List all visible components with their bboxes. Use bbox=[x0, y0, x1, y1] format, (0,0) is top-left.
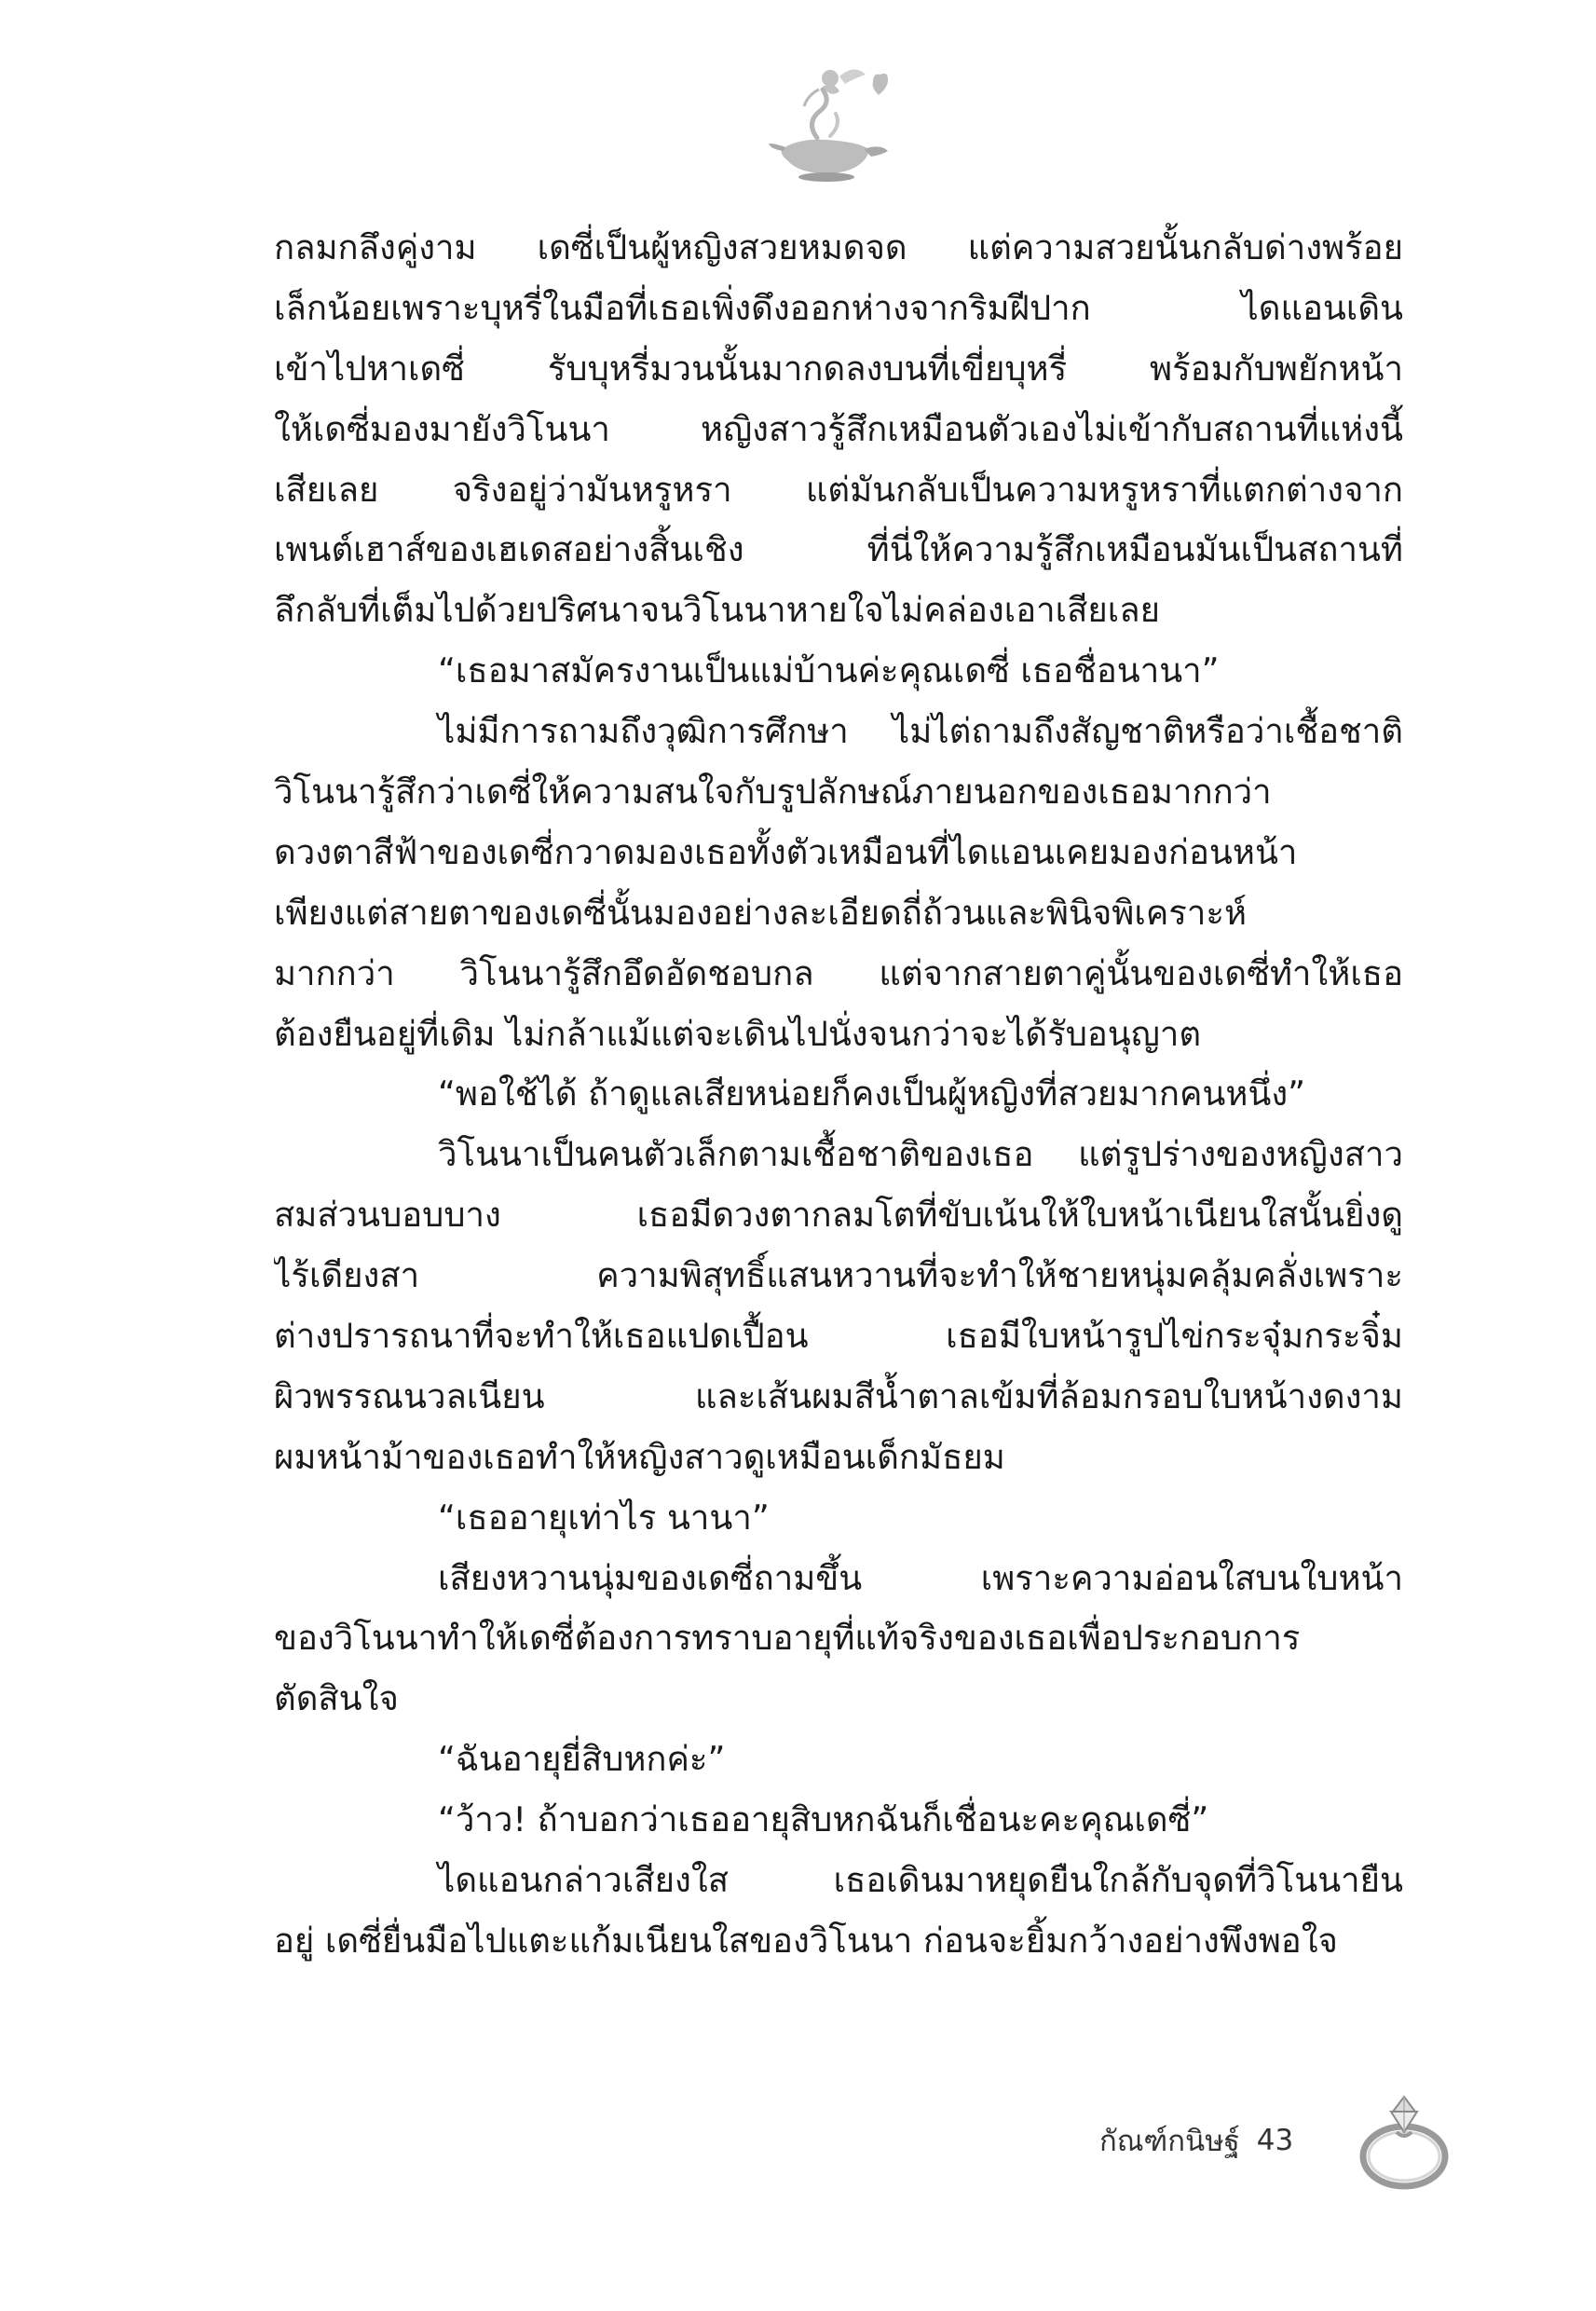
page-footer bbox=[1099, 2108, 1293, 2173]
paragraph bbox=[274, 218, 1403, 641]
text-line: ตัดสินใจ bbox=[274, 1678, 399, 1719]
text-line: เสียเลย จริงอยู่ว่ามันหรูหรา แต่มันกลับเป็นความหรูหราที่แตกต่างจาก bbox=[274, 469, 1403, 510]
paragraph bbox=[274, 1488, 1403, 1549]
text-line: ดวงตาสีฟ้าของเดซี่กวาดมองเธอทั้งตัวเหมือนที่ไดแอนเคยมองก่อนหน้า bbox=[274, 831, 1298, 872]
text-line: ผมหน้าม้าของเธอทำให้หญิงสาวดูเหมือนเด็กมัธยม bbox=[274, 1436, 1005, 1477]
text-line: เล็กน้อยเพราะบุหรี่ในมือที่เธอเพิ่งดึงออกห่างจากริมฝีปาก ไดแอนเดิน bbox=[274, 287, 1403, 328]
paragraph bbox=[274, 702, 1403, 1064]
page-number: 43 bbox=[1256, 2124, 1294, 2157]
text-line: กลมกลึงคู่งาม เดซี่เป็นผู้หญิงสวยหมดจด แต่ความสวยนั้นกลับด่างพร้อย bbox=[274, 227, 1403, 267]
text-line: อยู่ เดซี่ยื่นมือไปแตะแก้มเนียนใสของวิโนนา ก่อนจะยิ้มกว้างอย่างพึงพอใจ bbox=[274, 1920, 1338, 1961]
text-line: ให้เดซี่มองมายังวิโนนา หญิงสาวรู้สึกเหมือนตัวเองไม่เข้ากับสถานที่แห่งนี้ bbox=[274, 408, 1403, 449]
text-line: ไม่มีการถามถึงวุฒิการศึกษา ไม่ไต่ถามถึงสัญชาติหรือว่าเชื้อชาติ bbox=[438, 711, 1403, 752]
paragraph bbox=[274, 641, 1403, 702]
text-line: เพียงแต่สายตาของเดซี่นั้นมองอย่างละเอียดถี่ถ้วนและพินิจพิเคราะห์ bbox=[274, 892, 1248, 933]
text-line: เข้าไปหาเดซี่ รับบุหรี่มวนนั้นมากดลงบนที่เขี่ยบุหรี่ พร้อมกับพยักหน้า bbox=[274, 348, 1403, 389]
text-line: ผิวพรรณนวลเนียน และเส้นผมสีน้ำตาลเข้มที่ล้อมกรอบใบหน้างดงาม bbox=[274, 1375, 1403, 1416]
text-line: ต้องยืนอยู่ที่เดิม ไม่กล้าแม้แต่จะเดินไปนั่งจนกว่าจะได้รับอนุญาต bbox=[274, 1013, 1202, 1054]
text-line: วิโนนาเป็นคนตัวเล็กตามเชื้อชาติของเธอ แต่รูปร่างของหญิงสาว bbox=[438, 1134, 1403, 1175]
text-line: ต่างปรารถนาที่จะทำให้เธอแปดเปื้อน เธอมีใบหน้ารูปไข่กระจุ๋มกระจิ๋ม bbox=[274, 1316, 1403, 1357]
text-line: เสียงหวานนุ่มของเดซี่ถามขึ้น เพราะความอ่อนใสบนใบหน้า bbox=[438, 1557, 1403, 1598]
text-line: “พอใช้ได้ ถ้าดูแลเสียหน่อยก็คงเป็นผู้หญิงที่สวยมากคนหนึ่ง” bbox=[438, 1073, 1306, 1114]
book-title: กัณฑ์กนิษฐ์ bbox=[1099, 2125, 1240, 2158]
text-line: เพนต์เฮาส์ของเฮเดสอย่างสิ้นเชิง ที่นี่ให้ความรู้สึกเหมือนมันเป็นสถานที่ bbox=[274, 529, 1403, 570]
text-line: ไดแอนกล่าวเสียงใส เธอเดินมาหยุดยืนใกล้กับจุดที่วิโนนายืน bbox=[438, 1860, 1403, 1901]
paragraph bbox=[274, 1790, 1403, 1851]
text-line: “ฉันอายุยี่สิบหกค่ะ” bbox=[438, 1739, 726, 1780]
text-line: “เธอมาสมัครงานเป็นแม่บ้านค่ะคุณเดซี่ เธอชื่อนานา” bbox=[438, 650, 1220, 691]
text-line: วิโนนารู้สึกว่าเดซี่ให้ความสนใจกับรูปลักษณ์ภายนอกของเธอมากกว่า bbox=[274, 772, 1272, 813]
text-line: มากกว่า วิโนนารู้สึกอึดอัดชอบกล แต่จากสายตาคู่นั้นของเดซี่ทำให้เธอ bbox=[274, 952, 1403, 993]
text-line: ของวิโนนาทำให้เดซี่ต้องการทราบอายุที่แท้จริงของเธอเพื่อประกอบการ bbox=[274, 1618, 1301, 1659]
text-line: “เธออายุเท่าไร นานา” bbox=[438, 1497, 770, 1538]
text-line: สมส่วนบอบบาง เธอมีดวงตากลมโตที่ขับเน้นให้ใบหน้าเนียนใสนั้นยิ่งดู bbox=[274, 1195, 1403, 1236]
paragraph bbox=[274, 1064, 1403, 1125]
diamond-ring-icon bbox=[1346, 2080, 1467, 2201]
paragraph bbox=[274, 1851, 1403, 1972]
text-line: “ว้าว! ถ้าบอกว่าเธออายุสิบหกฉันก็เชื่อนะคะคุณเดซี่” bbox=[438, 1799, 1209, 1840]
text-line: ลึกลับที่เต็มไปด้วยปริศนาจนวิโนนาหายใจไม่คล่องเอาเสียเลย bbox=[274, 590, 1160, 631]
body-text bbox=[274, 218, 1403, 1972]
paragraph bbox=[274, 1125, 1403, 1487]
paragraph bbox=[274, 1549, 1403, 1730]
cupid-teapot-ornament-icon bbox=[761, 58, 901, 198]
paragraph bbox=[274, 1730, 1403, 1790]
text-line: ไร้เดียงสา ความพิสุทธิ์แสนหวานที่จะทำให้ชายหนุ่มคลุ้มคลั่งเพราะ bbox=[274, 1255, 1403, 1296]
